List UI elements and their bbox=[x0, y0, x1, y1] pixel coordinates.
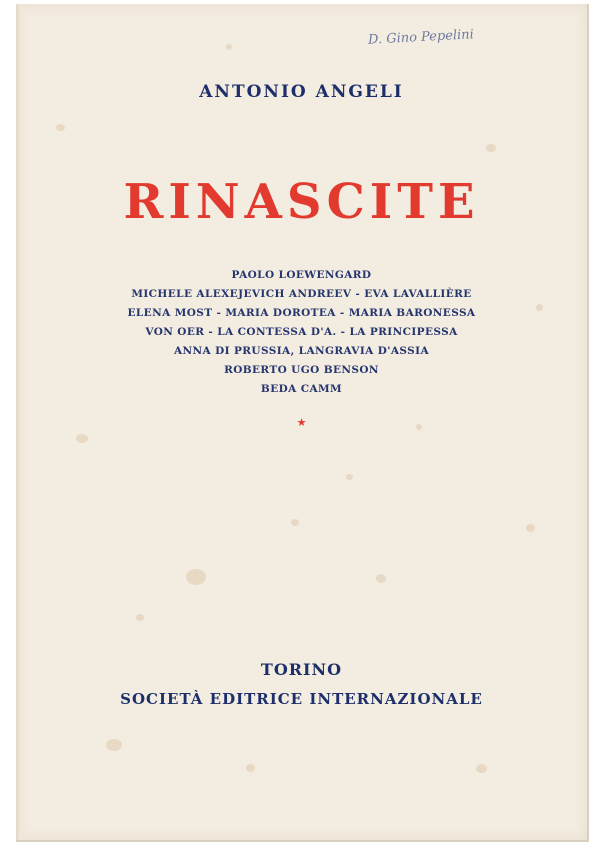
subject-line: ELENA MOST - MARIA DOROTEA - MARIA BARONESSA bbox=[127, 307, 476, 319]
foxing-spot bbox=[226, 44, 232, 50]
subject-line: VON OER - LA CONTESSA D'A. - LA PRINCIPESSA bbox=[145, 326, 458, 338]
foxing-spot bbox=[136, 614, 144, 621]
publisher-name: SOCIETÀ EDITRICE INTERNAZIONALE bbox=[120, 690, 483, 708]
foxing-spot bbox=[346, 474, 353, 480]
foxing-spot bbox=[56, 124, 65, 131]
subject-line: BEDA CAMM bbox=[260, 383, 343, 395]
foxing-spot bbox=[526, 524, 535, 532]
foxing-spot bbox=[291, 519, 299, 526]
publication-city: TORINO bbox=[260, 660, 343, 679]
star-icon: ★ bbox=[296, 416, 307, 429]
foxing-spot bbox=[476, 764, 487, 773]
handwritten-signature: D. Gino Pepelini bbox=[367, 27, 475, 48]
foxing-spot bbox=[76, 434, 88, 443]
subject-list bbox=[16, 266, 587, 399]
foxing-spot bbox=[106, 739, 122, 751]
foxing-spot bbox=[246, 764, 255, 772]
book-title: RINASCITE bbox=[123, 174, 480, 230]
foxing-spot bbox=[376, 574, 386, 583]
author-name: ANTONIO ANGELI bbox=[199, 82, 404, 102]
foxing-spot bbox=[486, 144, 496, 152]
subject-line: PAOLO LOEWENGARD bbox=[231, 269, 372, 281]
subject-line: ROBERTO UGO BENSON bbox=[224, 364, 379, 376]
book-cover bbox=[16, 4, 589, 842]
subject-line: ANNA DI PRUSSIA, LANGRAVIA D'ASSIA bbox=[173, 345, 430, 357]
foxing-spot bbox=[186, 569, 206, 585]
subject-line: MICHELE ALEXEJEVICH ANDREEV - EVA LAVALLIÈRE bbox=[131, 288, 472, 300]
